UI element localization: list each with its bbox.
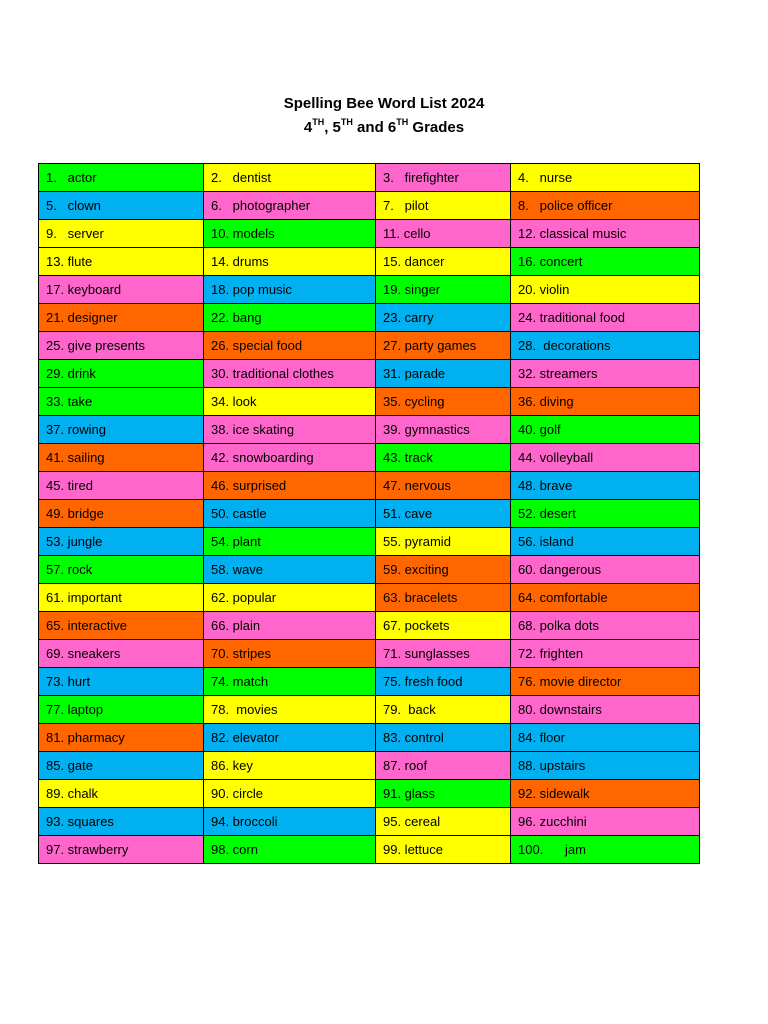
word-cell: 40. golf (511, 416, 700, 444)
table-row (39, 612, 700, 640)
word-cell: 96. zucchini (511, 808, 700, 836)
word-cell: 100. jam (511, 836, 700, 864)
word-cell: 86. key (204, 752, 376, 780)
word-cell: 41. sailing (39, 444, 204, 472)
word-cell: 37. rowing (39, 416, 204, 444)
table-row (39, 164, 700, 192)
word-cell: 60. dangerous (511, 556, 700, 584)
word-list-body (39, 164, 700, 864)
word-cell: 55. pyramid (376, 528, 511, 556)
word-cell: 12. classical music (511, 220, 700, 248)
word-cell: 56. island (511, 528, 700, 556)
word-list-table (38, 163, 700, 864)
word-cell: 65. interactive (39, 612, 204, 640)
word-cell: 45. tired (39, 472, 204, 500)
table-row (39, 388, 700, 416)
word-cell: 62. popular (204, 584, 376, 612)
table-row (39, 640, 700, 668)
word-cell: 26. special food (204, 332, 376, 360)
word-cell: 5. clown (39, 192, 204, 220)
word-cell: 67. pockets (376, 612, 511, 640)
word-cell: 51. cave (376, 500, 511, 528)
word-cell: 34. look (204, 388, 376, 416)
word-cell: 85. gate (39, 752, 204, 780)
word-cell: 31. parade (376, 360, 511, 388)
word-cell: 95. cereal (376, 808, 511, 836)
table-row (39, 836, 700, 864)
word-cell: 75. fresh food (376, 668, 511, 696)
word-cell: 23. carry (376, 304, 511, 332)
table-row (39, 752, 700, 780)
table-row (39, 416, 700, 444)
word-cell: 15. dancer (376, 248, 511, 276)
word-cell: 93. squares (39, 808, 204, 836)
table-row (39, 724, 700, 752)
word-cell: 38. ice skating (204, 416, 376, 444)
word-cell: 59. exciting (376, 556, 511, 584)
word-cell: 81. pharmacy (39, 724, 204, 752)
word-cell: 16. concert (511, 248, 700, 276)
word-cell: 1. actor (39, 164, 204, 192)
word-cell: 20. violin (511, 276, 700, 304)
word-cell: 73. hurt (39, 668, 204, 696)
word-cell: 7. pilot (376, 192, 511, 220)
word-cell: 91. glass (376, 780, 511, 808)
word-cell: 10. models (204, 220, 376, 248)
word-cell: 8. police officer (511, 192, 700, 220)
word-cell: 53. jungle (39, 528, 204, 556)
title-line-2: 4TH, 5TH and 6TH Grades (303, 117, 465, 136)
table-row (39, 528, 700, 556)
table-row (39, 808, 700, 836)
word-cell: 49. bridge (39, 500, 204, 528)
word-cell: 77. laptop (39, 696, 204, 724)
word-cell: 27. party games (376, 332, 511, 360)
word-cell: 48. brave (511, 472, 700, 500)
table-row (39, 668, 700, 696)
word-cell: 2. dentist (204, 164, 376, 192)
table-row (39, 360, 700, 388)
word-cell: 68. polka dots (511, 612, 700, 640)
word-cell: 83. control (376, 724, 511, 752)
word-cell: 89. chalk (39, 780, 204, 808)
word-cell: 44. volleyball (511, 444, 700, 472)
word-cell: 46. surprised (204, 472, 376, 500)
word-cell: 82. elevator (204, 724, 376, 752)
word-cell: 90. circle (204, 780, 376, 808)
word-cell: 80. downstairs (511, 696, 700, 724)
document-title (0, 92, 768, 140)
word-cell: 64. comfortable (511, 584, 700, 612)
word-cell: 61. important (39, 584, 204, 612)
word-cell: 6. photographer (204, 192, 376, 220)
word-cell: 70. stripes (204, 640, 376, 668)
table-row (39, 332, 700, 360)
word-cell: 58. wave (204, 556, 376, 584)
word-cell: 42. snowboarding (204, 444, 376, 472)
title-line-1: Spelling Bee Word List 2024 (283, 95, 485, 112)
word-cell: 87. roof (376, 752, 511, 780)
word-cell: 88. upstairs (511, 752, 700, 780)
word-cell: 29. drink (39, 360, 204, 388)
word-cell: 24. traditional food (511, 304, 700, 332)
word-cell: 19. singer (376, 276, 511, 304)
word-cell: 18. pop music (204, 276, 376, 304)
word-cell: 63. bracelets (376, 584, 511, 612)
word-cell: 32. streamers (511, 360, 700, 388)
table-row (39, 192, 700, 220)
word-cell: 57. rock (39, 556, 204, 584)
word-cell: 71. sunglasses (376, 640, 511, 668)
word-cell: 30. traditional clothes (204, 360, 376, 388)
word-cell: 47. nervous (376, 472, 511, 500)
word-cell: 97. strawberry (39, 836, 204, 864)
word-cell: 35. cycling (376, 388, 511, 416)
word-cell: 72. frighten (511, 640, 700, 668)
word-cell: 4. nurse (511, 164, 700, 192)
word-cell: 43. track (376, 444, 511, 472)
word-cell: 98. corn (204, 836, 376, 864)
word-cell: 52. desert (511, 500, 700, 528)
table-row (39, 276, 700, 304)
word-cell: 66. plain (204, 612, 376, 640)
word-cell: 17. keyboard (39, 276, 204, 304)
word-cell: 39. gymnastics (376, 416, 511, 444)
word-cell: 94. broccoli (204, 808, 376, 836)
word-cell: 92. sidewalk (511, 780, 700, 808)
table-row (39, 696, 700, 724)
table-row (39, 444, 700, 472)
word-cell: 74. match (204, 668, 376, 696)
word-cell: 76. movie director (511, 668, 700, 696)
table-row (39, 472, 700, 500)
table-row (39, 584, 700, 612)
word-cell: 33. take (39, 388, 204, 416)
word-cell: 3. firefighter (376, 164, 511, 192)
table-row (39, 304, 700, 332)
word-cell: 25. give presents (39, 332, 204, 360)
word-cell: 22. bang (204, 304, 376, 332)
table-row (39, 248, 700, 276)
table-row (39, 220, 700, 248)
word-cell: 9. server (39, 220, 204, 248)
table-row (39, 556, 700, 584)
table-row (39, 500, 700, 528)
word-cell: 78. movies (204, 696, 376, 724)
word-cell: 21. designer (39, 304, 204, 332)
word-cell: 69. sneakers (39, 640, 204, 668)
word-cell: 28. decorations (511, 332, 700, 360)
word-cell: 54. plant (204, 528, 376, 556)
word-cell: 50. castle (204, 500, 376, 528)
word-cell: 13. flute (39, 248, 204, 276)
word-cell: 36. diving (511, 388, 700, 416)
word-cell: 99. lettuce (376, 836, 511, 864)
word-cell: 14. drums (204, 248, 376, 276)
word-cell: 79. back (376, 696, 511, 724)
word-cell: 11. cello (376, 220, 511, 248)
table-row (39, 780, 700, 808)
word-cell: 84. floor (511, 724, 700, 752)
